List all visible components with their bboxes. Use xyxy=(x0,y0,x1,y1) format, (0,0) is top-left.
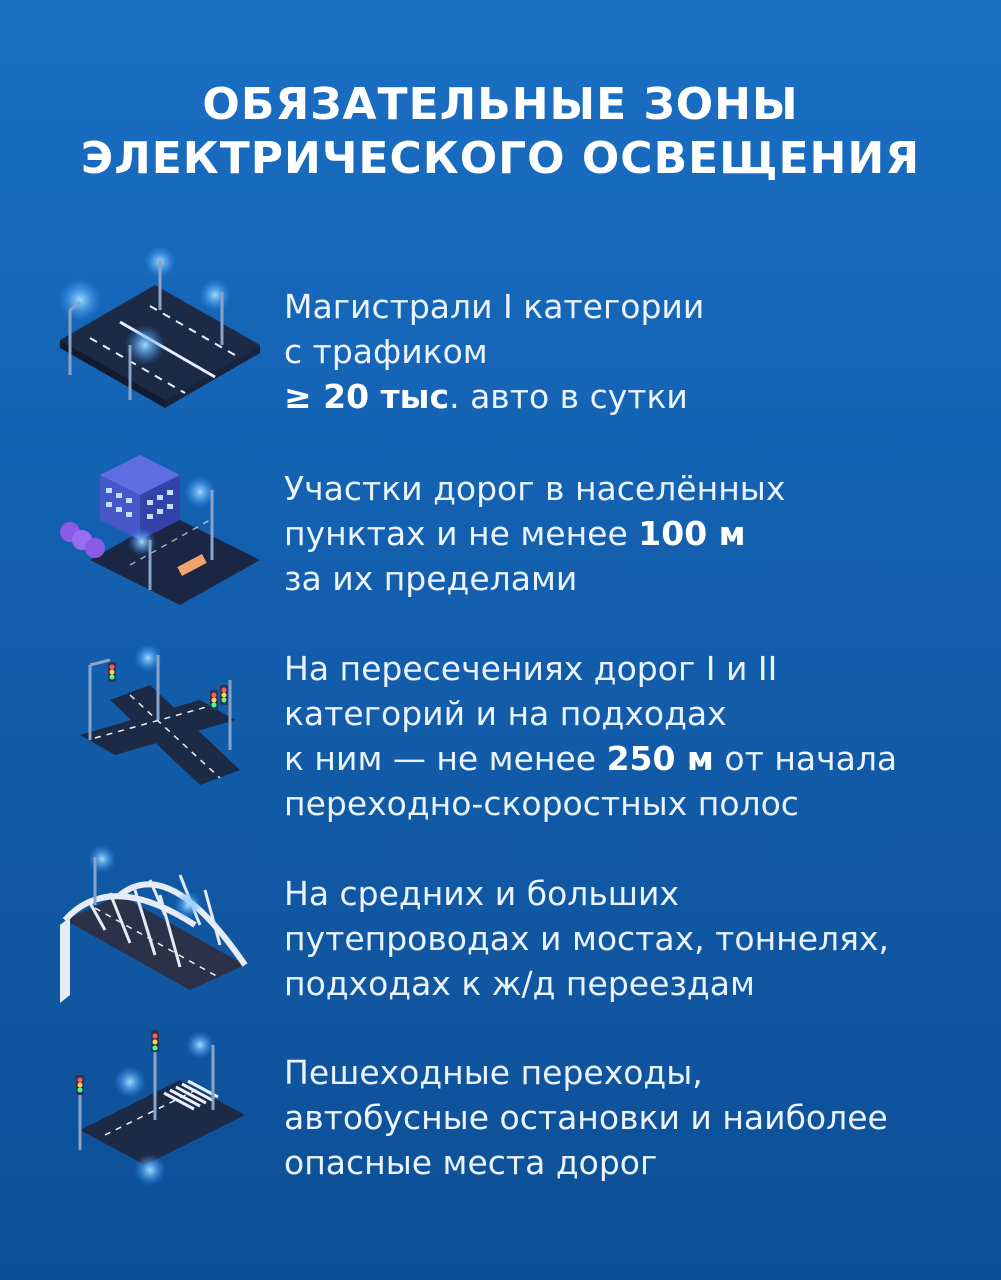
item-highlight: 100 м xyxy=(638,514,746,553)
item-line: Пешеходные переходы, xyxy=(284,1053,703,1092)
intersection-traffic-lights-icon xyxy=(50,640,265,815)
list-item-settlements xyxy=(0,440,1001,610)
item-line-pre: пунктах и не менее xyxy=(284,514,639,553)
item-highlight: 250 м xyxy=(606,739,714,778)
title-line-2: ЭЛЕКТРИЧЕСКОГО ОСВЕЩЕНИЯ xyxy=(80,133,921,184)
item-line: подходах к ж/д переездам xyxy=(284,964,755,1003)
item-line xyxy=(284,511,974,556)
item-text xyxy=(284,1050,974,1185)
item-line-pre: к ним — не менее xyxy=(284,739,607,778)
item-line-rest: . авто в сутки xyxy=(449,377,688,416)
item-line xyxy=(284,736,974,781)
item-line: На средних и больших xyxy=(284,874,679,913)
item-text xyxy=(284,466,974,601)
highway-lights-icon xyxy=(50,240,265,420)
page-title xyxy=(0,78,1001,186)
item-line: автобусные остановки и наиболее xyxy=(284,1098,888,1137)
title-line-1: ОБЯЗАТЕЛЬНЫЕ ЗОНЫ xyxy=(202,79,799,130)
pedestrian-crossing-icon xyxy=(50,1020,265,1190)
item-line xyxy=(284,374,974,419)
item-text xyxy=(284,284,974,419)
item-line: с трафиком xyxy=(284,332,488,371)
item-line: Магистрали I категории xyxy=(284,287,705,326)
item-line: путепроводах и мостах, тоннелях, xyxy=(284,919,889,958)
item-line-post: от начала xyxy=(713,739,898,778)
building-street-icon xyxy=(50,440,265,610)
list-item-highways xyxy=(0,240,1001,420)
item-text xyxy=(284,871,974,1006)
item-line: категорий и на подходах xyxy=(284,694,727,733)
list-item-bridges xyxy=(0,845,1001,1010)
list-item-intersections xyxy=(0,640,1001,823)
item-highlight: ≥ 20 тыс xyxy=(284,377,450,416)
bridge-icon xyxy=(50,845,265,1010)
item-line: Участки дорог в населённых xyxy=(284,469,786,508)
item-text xyxy=(284,646,974,826)
item-line: переходно-скоростных полос xyxy=(284,784,799,823)
item-line: На пересечениях дорог I и II xyxy=(284,649,778,688)
item-line: за их пределами xyxy=(284,559,578,598)
item-line: опасные места дорог xyxy=(284,1143,658,1182)
list-item-crossings xyxy=(0,1020,1001,1190)
